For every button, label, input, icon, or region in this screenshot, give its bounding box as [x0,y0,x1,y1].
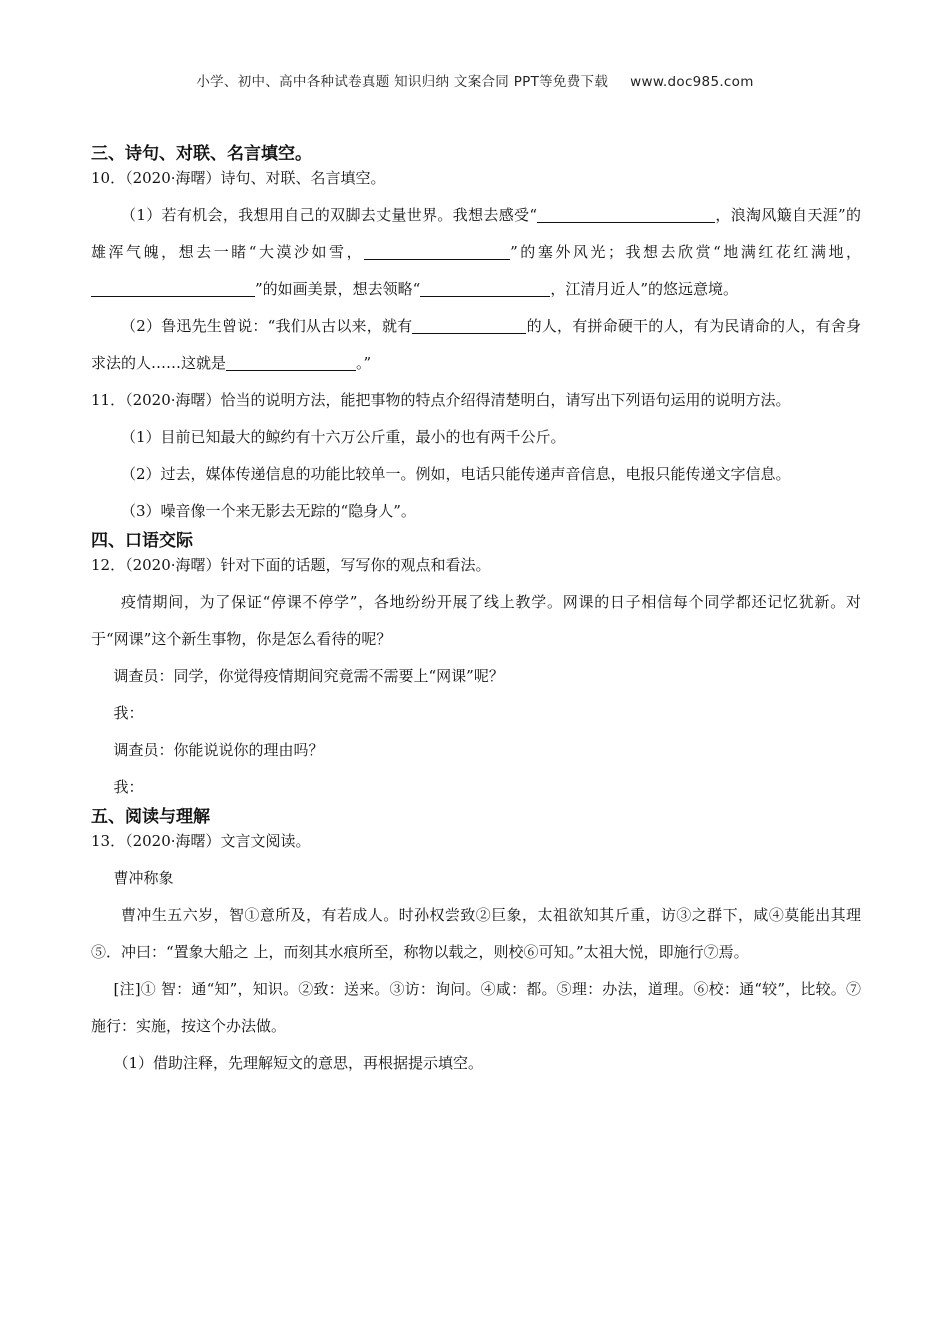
q11-item-2: （2）过去，媒体传递信息的功能比较单一。例如，电话只能传递声音信息，电报只能传递文字信息。 [121,465,791,483]
document-body [91,143,861,1082]
q10-part1: （1）若有机会，我想用自己的双脚去丈量世界。我想去感受“ ，浪淘风簸自天涯”的雄浑气魄，想去一睹“大漠沙如雪， ”的塞外风光；我想去欣赏“地满红花红满地，”的如画美景，想去领略“ ，江清月近人”的悠远意境。 [91,206,862,298]
blank-5[interactable] [412,315,526,334]
q13-notes: [注]① 智：通“知”，知识。②致：送来。③访：询问。④咸：都。⑤理：办法，道理。⑥校：通“较”，比较。⑦施行：实施，按这个办法做。 [91,980,861,1035]
q10-part2: （2）鲁迅先生曾说：“我们从古以来，就有 的人，有拼命硬干的人，有为民请命的人，有舍身求法的人……这就是 。” [91,317,861,372]
q12-intro: 疫情期间，为了保证“停课不停学”，各地纷纷开展了线上教学。网课的日子相信每个同学都还记忆犹新。对于“网课”这个新生事物，你是怎么看待的呢？ [91,593,861,648]
q13-passage-title: 曹冲称象 [113,869,174,887]
q12-head: 12．（2020·海曙）针对下面的话题，写写你的观点和看法。 [91,556,491,574]
q11-head: 11．（2020·海曙）恰当的说明方法，能把事物的特点介绍得清楚明白，请写出下列语句运用的说明方法。 [91,391,791,409]
blank-1[interactable] [537,204,715,223]
q12-dialog-2: 我： [113,704,144,722]
page-header [0,70,950,90]
blank-6[interactable] [226,352,356,371]
q13-passage-text: 曹冲生五六岁，智①意所及，有若成人。时孙权尝致②巨象，太祖欲知其斤重，访③之群下，咸④莫能出其理⑤．冲曰：“置象大船之 上，而刻其水痕所至，称物以载之，则校⑥可知。”太祖大悦，即施行⑦焉。 [91,906,861,961]
q12-dialog-3: 调查员：你能说说你的理由吗？ [113,741,324,759]
section-5-title: 五、阅读与理解 [91,807,210,827]
section-4-title: 四、口语交际 [91,531,193,551]
blank-2[interactable] [364,241,510,260]
q10-head: 10．（2020·海曙）诗句、对联、名言填空。 [91,169,386,187]
blank-4[interactable] [420,278,550,297]
q13-head: 13．（2020·海曙）文言文阅读。 [91,832,311,850]
blank-3[interactable] [91,278,255,297]
header-text: 小学、初中、高中各种试卷真题 知识归纳 文案合同 PPT等免费下载 [196,74,609,90]
q11-item-1: （1）目前已知最大的鲸约有十六万公斤重，最小的也有两千公斤。 [121,428,566,446]
q12-dialog-4: 我： [113,778,144,796]
header-site: www.doc985.com [630,74,754,90]
q12-dialog-1: 调查员：同学，你觉得疫情期间究竟需不需要上“网课”呢？ [113,667,504,685]
q13-sub-1: （1）借助注释，先理解短文的意思，再根据提示填空。 [113,1054,484,1072]
section-3-title: 三、诗句、对联、名言填空。 [91,144,312,164]
q11-item-3: （3）噪音像一个来无影去无踪的“隐身人”。 [121,502,416,520]
